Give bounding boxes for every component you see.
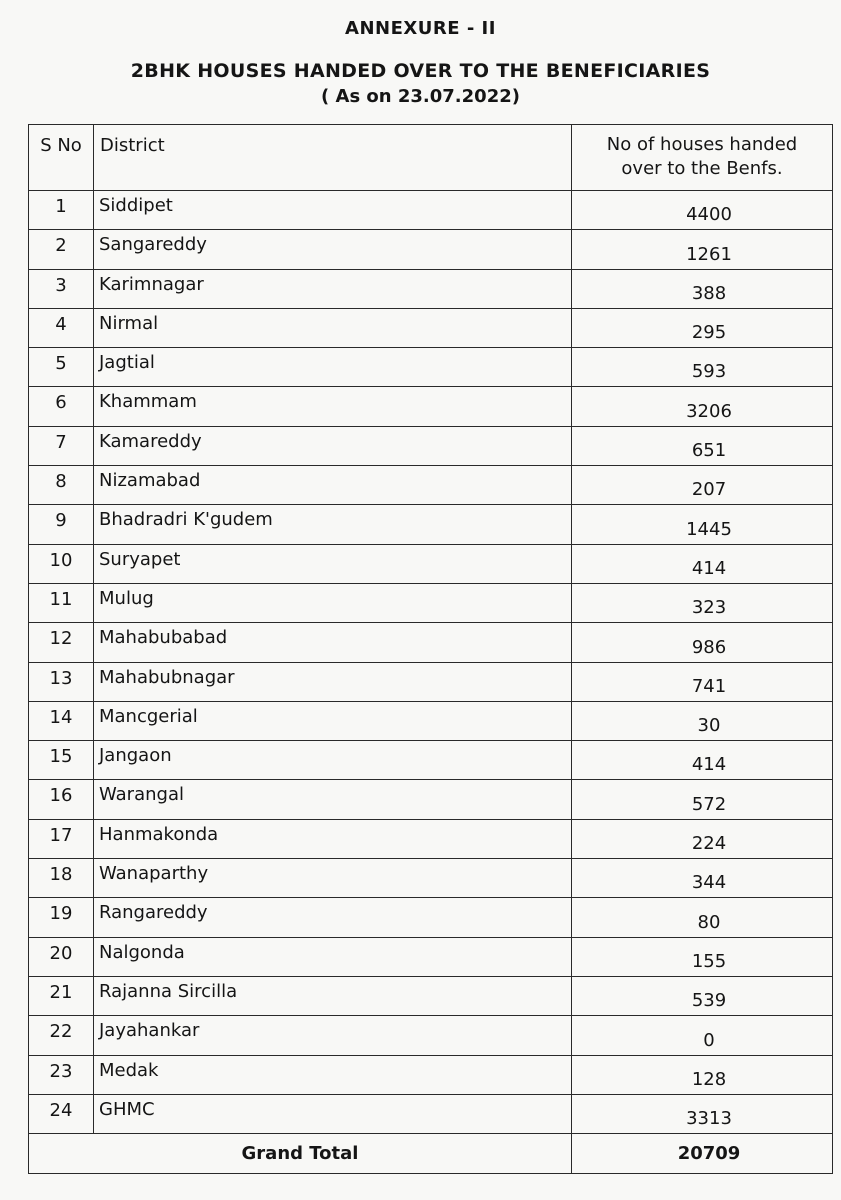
table-row bbox=[29, 1016, 833, 1055]
row-houses: 651 bbox=[572, 426, 833, 465]
table-row bbox=[29, 191, 833, 230]
row-district: Bhadradri K'gudem bbox=[94, 505, 572, 544]
row-district: Warangal bbox=[94, 780, 572, 819]
row-district: Jangaon bbox=[94, 741, 572, 780]
row-district: Rangareddy bbox=[94, 898, 572, 937]
row-district: Mahabubabad bbox=[94, 623, 572, 662]
grand-total-row bbox=[29, 1134, 833, 1174]
row-houses: 207 bbox=[572, 466, 833, 505]
row-sno: 22 bbox=[29, 1016, 94, 1055]
row-district: Wanaparthy bbox=[94, 859, 572, 898]
table-row bbox=[29, 544, 833, 583]
row-sno: 16 bbox=[29, 780, 94, 819]
table-row bbox=[29, 898, 833, 937]
row-houses: 128 bbox=[572, 1055, 833, 1094]
table-row bbox=[29, 623, 833, 662]
row-sno: 18 bbox=[29, 859, 94, 898]
row-district: Mancgerial bbox=[94, 701, 572, 740]
table-row bbox=[29, 426, 833, 465]
row-houses: 30 bbox=[572, 701, 833, 740]
row-houses: 4400 bbox=[572, 191, 833, 230]
row-houses: 295 bbox=[572, 308, 833, 347]
column-header-houses-line1: No of houses handed bbox=[606, 134, 798, 155]
row-houses: 1445 bbox=[572, 505, 833, 544]
table-row bbox=[29, 859, 833, 898]
column-header-houses-line2: over to the Benfs. bbox=[621, 158, 783, 179]
table-row bbox=[29, 662, 833, 701]
row-houses: 414 bbox=[572, 544, 833, 583]
houses-table bbox=[28, 124, 833, 1174]
table-body bbox=[29, 191, 833, 1134]
row-sno: 9 bbox=[29, 505, 94, 544]
row-sno: 8 bbox=[29, 466, 94, 505]
row-houses: 3206 bbox=[572, 387, 833, 426]
row-sno: 11 bbox=[29, 583, 94, 622]
row-sno: 12 bbox=[29, 623, 94, 662]
table-row bbox=[29, 505, 833, 544]
row-houses: 741 bbox=[572, 662, 833, 701]
row-district: Nirmal bbox=[94, 308, 572, 347]
row-district: Suryapet bbox=[94, 544, 572, 583]
row-district: Khammam bbox=[94, 387, 572, 426]
row-houses: 986 bbox=[572, 623, 833, 662]
row-houses: 1261 bbox=[572, 230, 833, 269]
document-title: 2BHK HOUSES HANDED OVER TO THE BENEFICIARIES bbox=[130, 60, 711, 82]
table-row bbox=[29, 819, 833, 858]
row-houses: 224 bbox=[572, 819, 833, 858]
document-subtitle: ( As on 23.07.2022) bbox=[321, 86, 520, 107]
row-district: Kamareddy bbox=[94, 426, 572, 465]
column-header-district: District bbox=[94, 125, 572, 191]
row-district: Hanmakonda bbox=[94, 819, 572, 858]
table-row bbox=[29, 348, 833, 387]
table-row bbox=[29, 466, 833, 505]
row-district: GHMC bbox=[94, 1094, 572, 1133]
row-district: Medak bbox=[94, 1055, 572, 1094]
row-houses: 344 bbox=[572, 859, 833, 898]
row-district: Jagtial bbox=[94, 348, 572, 387]
table-header-row bbox=[29, 125, 833, 191]
row-sno: 15 bbox=[29, 741, 94, 780]
table-row bbox=[29, 741, 833, 780]
row-houses: 593 bbox=[572, 348, 833, 387]
row-sno: 4 bbox=[29, 308, 94, 347]
row-sno: 6 bbox=[29, 387, 94, 426]
column-header-sno: S No bbox=[29, 125, 94, 191]
table-row bbox=[29, 230, 833, 269]
row-sno: 24 bbox=[29, 1094, 94, 1133]
row-district: Siddipet bbox=[94, 191, 572, 230]
row-houses: 323 bbox=[572, 583, 833, 622]
table-row bbox=[29, 1094, 833, 1133]
row-sno: 19 bbox=[29, 898, 94, 937]
row-sno: 5 bbox=[29, 348, 94, 387]
column-header-houses bbox=[572, 125, 833, 191]
row-district: Nizamabad bbox=[94, 466, 572, 505]
row-sno: 21 bbox=[29, 976, 94, 1015]
row-sno: 13 bbox=[29, 662, 94, 701]
table-row bbox=[29, 937, 833, 976]
row-district: Nalgonda bbox=[94, 937, 572, 976]
row-houses: 572 bbox=[572, 780, 833, 819]
table-row bbox=[29, 1055, 833, 1094]
table-row bbox=[29, 780, 833, 819]
row-sno: 2 bbox=[29, 230, 94, 269]
row-district: Karimnagar bbox=[94, 269, 572, 308]
row-sno: 17 bbox=[29, 819, 94, 858]
row-houses: 155 bbox=[572, 937, 833, 976]
row-sno: 20 bbox=[29, 937, 94, 976]
row-district: Jayahankar bbox=[94, 1016, 572, 1055]
table-row bbox=[29, 269, 833, 308]
row-sno: 7 bbox=[29, 426, 94, 465]
table-row bbox=[29, 308, 833, 347]
table-row bbox=[29, 701, 833, 740]
row-district: Mulug bbox=[94, 583, 572, 622]
row-houses: 388 bbox=[572, 269, 833, 308]
annexure-heading: ANNEXURE - II bbox=[345, 18, 496, 39]
row-houses: 539 bbox=[572, 976, 833, 1015]
row-sno: 1 bbox=[29, 191, 94, 230]
row-district: Rajanna Sircilla bbox=[94, 976, 572, 1015]
row-sno: 23 bbox=[29, 1055, 94, 1094]
row-houses: 0 bbox=[572, 1016, 833, 1055]
row-sno: 14 bbox=[29, 701, 94, 740]
row-houses: 3313 bbox=[572, 1094, 833, 1133]
row-sno: 10 bbox=[29, 544, 94, 583]
row-district: Sangareddy bbox=[94, 230, 572, 269]
row-houses: 414 bbox=[572, 741, 833, 780]
table-row bbox=[29, 387, 833, 426]
row-district: Mahabubnagar bbox=[94, 662, 572, 701]
grand-total-label: Grand Total bbox=[29, 1134, 572, 1174]
table-row bbox=[29, 976, 833, 1015]
row-sno: 3 bbox=[29, 269, 94, 308]
row-houses: 80 bbox=[572, 898, 833, 937]
table-row bbox=[29, 583, 833, 622]
grand-total-value: 20709 bbox=[572, 1134, 833, 1174]
